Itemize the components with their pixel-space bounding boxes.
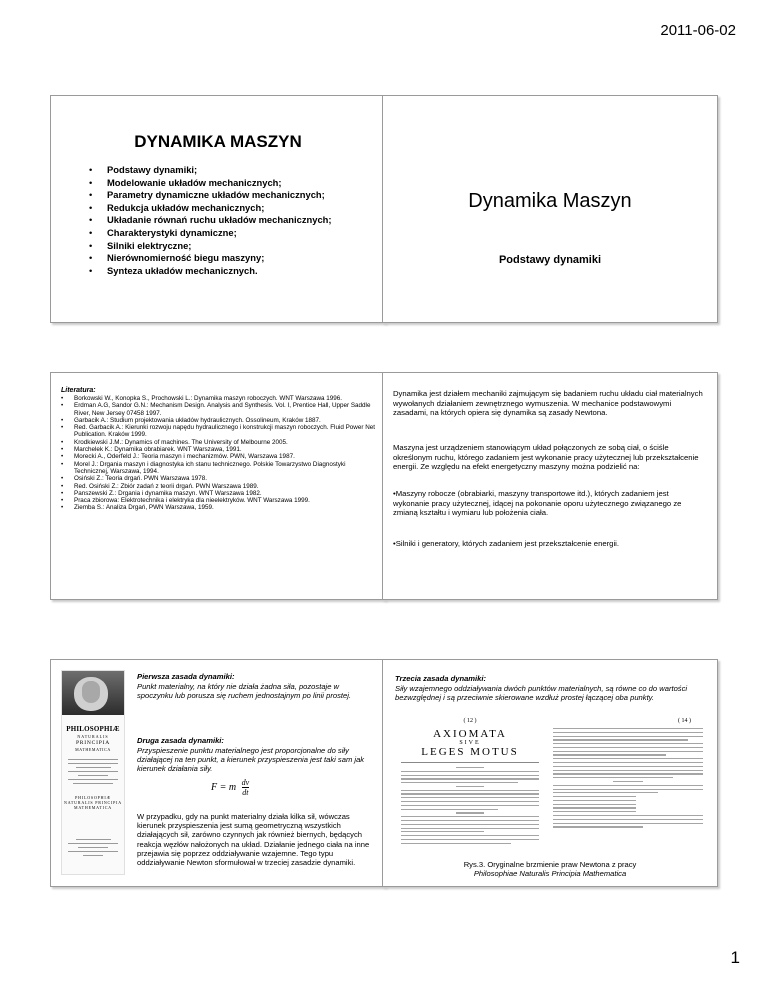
book-second-title: PHILOSOPHIÆ NATURALIS PRINCIPIA MATHEMATICA <box>64 795 122 810</box>
second-law-text: Przyspieszenie punktu materialnego jest proporcjonalne do siły działającej na ten punkt, a kierunek przyspieszenia jest taki sam jak kierunek działania siły. <box>137 746 365 774</box>
list-item: • Parametry dynamiczne układów mechanicznych; <box>89 189 332 202</box>
book-title-line: PHILOSOPHIÆ <box>66 725 120 733</box>
principia-page-laws <box>553 716 703 856</box>
paragraph-dynamics: Dynamika jest działem mechaniki zajmującym się badaniem ruchu układu ciał materialnych wywołanych działaniem zewnętrznego wymuszenia. W mechanice podstawowymi zasadami, na których opiera się dynamika są zasady Newtona. <box>393 389 703 418</box>
list-item: • Erdman A.G, Sandor G.N.: Mechanism Design. Analysis and Synthesis. Vol. I, Prentice Hall, Upper Saddle River, New Jersey 07458 1997. <box>61 402 379 417</box>
list-item: • Synteza układów mechanicznych. <box>89 265 332 278</box>
header-date: 2011-06-02 <box>660 22 736 39</box>
formula-numerator: dv <box>241 778 250 787</box>
slide-title: DYNAMIKA MASZYN <box>134 132 302 151</box>
slide-literature <box>50 372 386 600</box>
list-item: • Morecki A., Oderfeld J.: Teoria maszyn i mechanizmów. PWN, Warszawa 1987. <box>61 453 379 460</box>
page-number-label: ( 14 ) <box>678 718 691 724</box>
paragraph-engines: •Silniki i generatory, których zadaniem jest przekształcenie energii. <box>393 539 620 548</box>
caption-line: Rys.3. Oryginalne brzmienie praw Newtona z pracy <box>463 860 637 869</box>
list-item: • Redukcja układów mechanicznych; <box>89 202 332 215</box>
newton-second-law-formula <box>211 778 249 797</box>
list-item: • Garbacik A.: Studium projektowania układów hydraulicznych. Ossolineum, Kraków 1887. <box>61 417 379 424</box>
slide-definitions <box>382 372 718 600</box>
book-title-line: NATURALIS <box>77 734 109 739</box>
second-law-heading: Druga zasada dynamiki: <box>137 736 224 745</box>
book-text-lines <box>68 839 118 859</box>
list-item: • Ziemba S.: Analiza Drgań, PWN Warszawa, 1959. <box>61 504 379 511</box>
page-heading: LEGES MOTUS <box>421 746 519 758</box>
list-item: • Osiński Z.: Teoria drgań. PWN Warszawa 1978. <box>61 475 379 482</box>
formula-force: F <box>211 781 218 793</box>
third-law-text: Siły wzajemnego oddziaływania dwóch punktów materialnych, są równe co do wartości bezwzględnej i są przeciwnie skierowane wzdłuż prostej łączącej oba punkty. <box>395 684 688 703</box>
page-body-text <box>401 767 539 844</box>
multiple-forces-text: W przypadku, gdy na punkt materialny działa kilka sił, wówczas kierunek przyspieszenia jest sumą geometryczną wszystkich działających sił, zarówno czynnych jak również biernych, będących reakcja węzłów nałożonych na układ. Działanie jednego ciała na inne przejawia się poprzez oddziaływanie wzajemne. Tego typu oddziaływanie Newton sformułował w trzeciej zasadzie dynamiki. <box>137 812 370 868</box>
list-item: • Charakterystyki dynamiczne; <box>89 227 332 240</box>
list-item: • Układanie równań ruchu układów mechanicznych; <box>89 214 332 227</box>
page-heading: AXIOMATA <box>433 728 507 740</box>
list-item: • Krodkiewski J.M.: Dynamics of machines. The University of Melbourne 2005. <box>61 439 379 446</box>
formula-equals: = <box>219 781 227 793</box>
book-text-lines <box>68 759 118 787</box>
topics-list <box>89 164 332 277</box>
list-item: • Red. Garbacik A.: Kierunki rozwoju napędu hydraulicznego i konstrukcji maszyn roboczych. Fluid Power Net Publication. Kraków 1999. <box>61 424 379 439</box>
book-title-line: MATHEMATICA <box>75 747 111 752</box>
list-item: • Silniki elektryczne; <box>89 240 332 253</box>
book-title-line: PRINCIPIA <box>75 740 111 746</box>
principia-pages-image <box>395 716 703 856</box>
figure-caption <box>383 860 717 879</box>
list-item: • Morel J.: Drgania maszyn i diagnostyka ich stanu technicznego. Polskie Towarzystwo Diagnostyki Technicznej, Warszawa, 1994. <box>61 461 379 476</box>
slide-first-second-law <box>50 659 386 887</box>
slide-subtitle: Podstawy dynamiki <box>498 254 602 266</box>
slide-title-page <box>382 95 718 323</box>
list-item: • Panszewski Z.: Drgania i dynamika maszyn. WNT Warszawa 1982. <box>61 490 379 497</box>
list-item: • Nierównomierność biegu maszyny; <box>89 252 332 265</box>
list-item: • Modelowanie układów mechanicznych; <box>89 177 332 190</box>
list-item: • Marchelek K.: Dynamika obrabiarek. WNT Warszawa, 1991. <box>61 446 379 453</box>
principia-title-page-image <box>61 670 125 875</box>
list-item: • Podstawy dynamiki; <box>89 164 332 177</box>
formula-mass: m <box>228 781 237 793</box>
page-number-label: ( 12 ) <box>463 718 477 724</box>
list-item: • Praca zbiorowa: Elektrotechnika i elektryka dla nieelektryków. WNT Warszawa 1999. <box>61 497 379 504</box>
paragraph-machine: Maszyna jest urządzeniem stanowiącym układ połączonych ze sobą ciał, o ściśle określonym ruchu, którego zadaniem jest wykonanie pracy użytecznej lub przekształcenie energii. Ze względu na efekt energetyczny maszyny można podzielić na: <box>393 443 699 472</box>
newton-portrait <box>62 671 124 715</box>
formula-fraction <box>242 778 250 797</box>
formula-denominator: dt <box>242 788 249 797</box>
first-law-text: Punkt materialny, na który nie działa żadna siła, pozostaje w spoczynku lub porusza się ruchem jednostajnym po linii prostej. <box>137 682 351 701</box>
page-number: 1 <box>730 948 740 967</box>
page-body-text <box>553 728 703 828</box>
paragraph-working-machines: •Maszyny robocze (obrabiarki, maszyny transportowe itd.), których zadaniem jest wykonanie pracy użytecznej, idącej na pokonanie oporu użytecznego związanego ze zmianą kształtu i wymiaru lub położenia ciała. <box>393 489 682 518</box>
third-law-heading: Trzecia zasada dynamiki: <box>395 674 487 683</box>
book-title-block <box>64 725 122 752</box>
first-law-heading: Pierwsza zasada dynamiki: <box>137 672 235 681</box>
list-item: • Borkowski W., Konopka S., Prochowski L.: Dynamika maszyn roboczych. WNT Warszawa 1996. <box>61 395 379 402</box>
principia-page-axiomata <box>395 716 545 856</box>
slide-third-law <box>382 659 718 887</box>
page-heading-sub: SIVE <box>459 740 481 746</box>
slide-contents <box>50 95 386 323</box>
list-item: • Red. Osiński Z.: Zbiór zadań z teorii drgań. PWN Warszawa 1989. <box>61 483 379 490</box>
literature-list <box>61 395 379 512</box>
literature-heading: Literatura: <box>61 387 96 394</box>
caption-line: Philosophiae Naturalis Principia Mathematica <box>473 869 627 879</box>
slide-title: Dynamika Maszyn <box>468 190 632 212</box>
